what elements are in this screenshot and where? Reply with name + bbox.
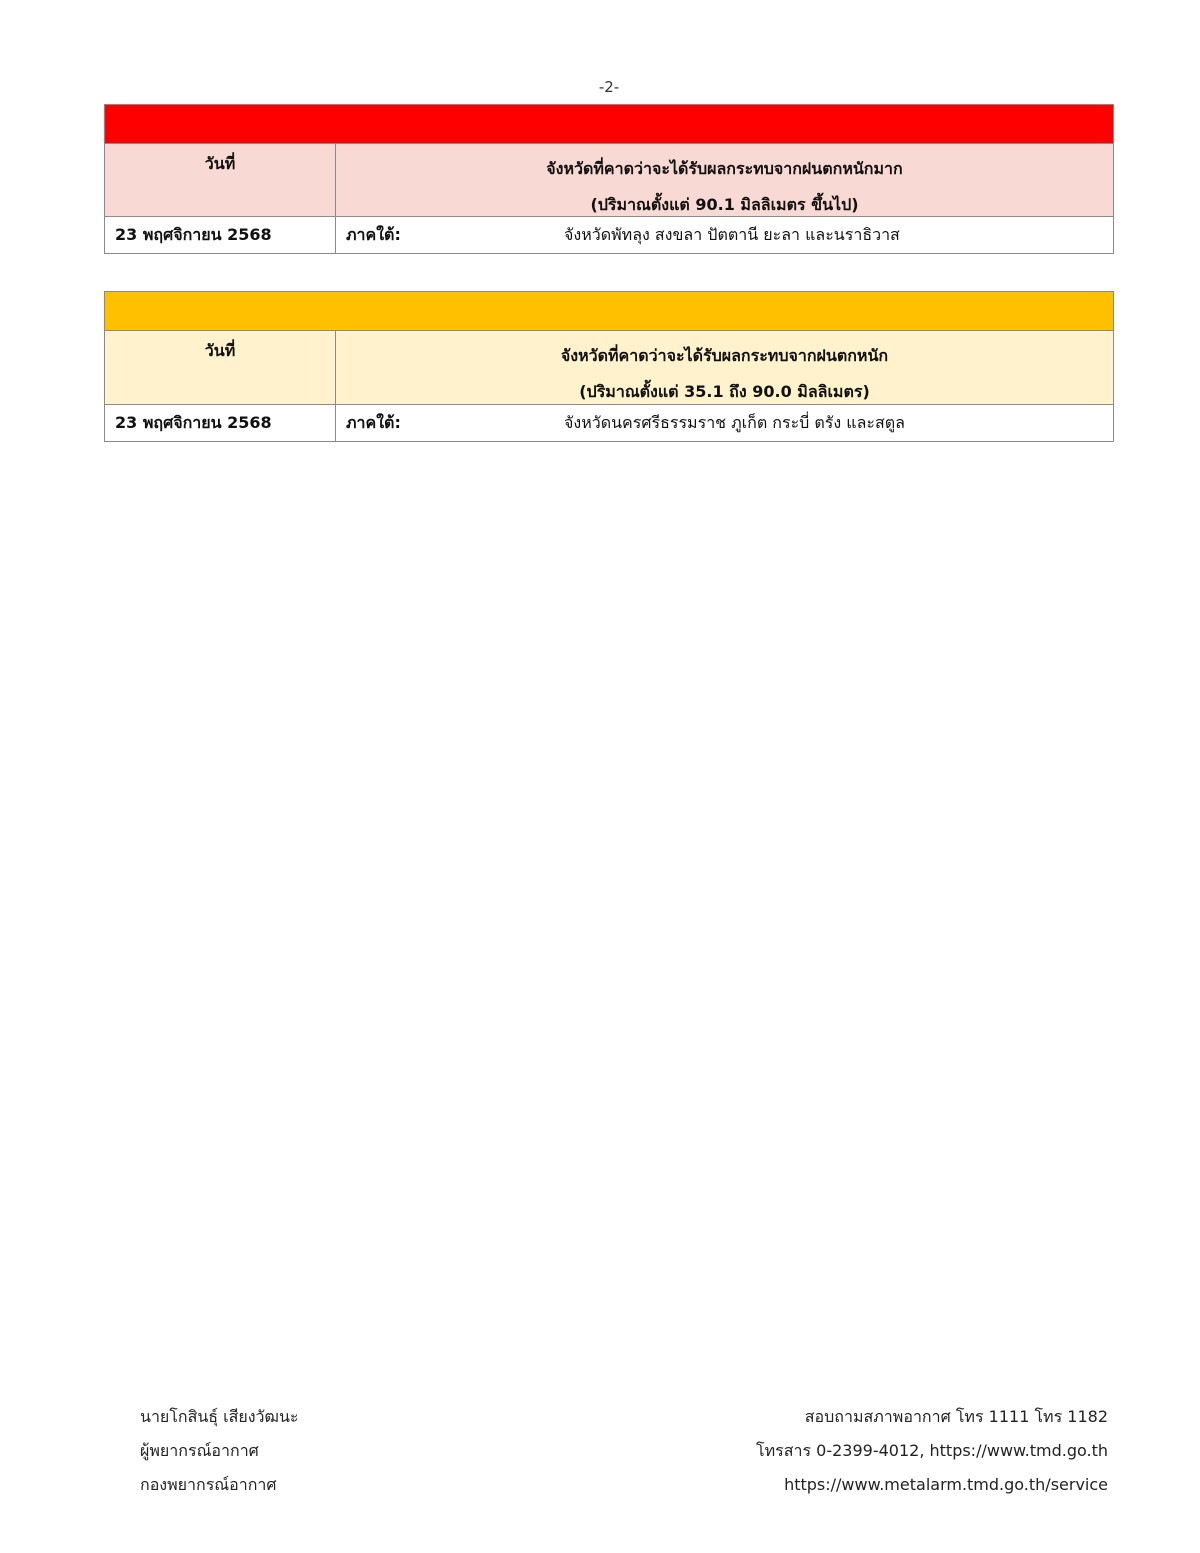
header-subtitle: (ปริมาณตั้งแต่ 35.1 ถึง 90.0 มิลลิเมตร) (579, 382, 870, 401)
heavy-rain-table (104, 291, 1114, 442)
orange-warning-band (105, 292, 1113, 331)
contact-phone: สอบถามสภาพอากาศ โทร 1111 โทร 1182 (804, 1407, 1108, 1426)
row-provinces: จังหวัดนครศรีธรรมราช ภูเก็ต กระบี่ ตรัง และสตูล (564, 412, 905, 432)
header-subtitle: (ปริมาณตั้งแต่ 90.1 มิลลิเมตร ขึ้นไป) (590, 195, 859, 214)
forecaster-division: กองพยากรณ์อากาศ (140, 1475, 277, 1494)
row-region: ภาคใต้: (346, 224, 401, 244)
header-date: วันที่ (105, 144, 336, 216)
row-date: 23 พฤศจิกายน 2568 (105, 217, 336, 253)
contact-fax: โทรสาร 0-2399-4012, https://www.tmd.go.th (756, 1441, 1108, 1460)
row-content (336, 405, 1113, 441)
row-date: 23 พฤศจิกายน 2568 (105, 405, 336, 441)
footer-contact (756, 1400, 1108, 1502)
service-link[interactable]: https://www.metalarm.tmd.go.th/service (784, 1475, 1108, 1494)
table-header-row (105, 331, 1113, 405)
header-date: วันที่ (105, 331, 336, 404)
forecaster-name: นายโกสินธุ์ เสียงวัฒนะ (140, 1407, 299, 1426)
footer-signature (140, 1400, 299, 1502)
table-row (105, 217, 1113, 253)
header-title: จังหวัดที่คาดว่าจะได้รับผลกระทบจากฝนตกหนัก (560, 346, 889, 365)
red-warning-band (105, 105, 1113, 144)
table-row (105, 405, 1113, 441)
very-heavy-rain-table (104, 104, 1114, 254)
page-number: -2- (598, 78, 620, 96)
row-content (336, 217, 1113, 253)
header-title-cell (336, 331, 1113, 404)
row-region: ภาคใต้: (346, 412, 401, 432)
row-provinces: จังหวัดพัทลุง สงขลา ปัตตานี ยะลา และนราธิวาส (564, 224, 900, 244)
forecaster-position: ผู้พยากรณ์อากาศ (140, 1441, 259, 1460)
header-title-cell (336, 144, 1113, 216)
header-title: จังหวัดที่คาดว่าจะได้รับผลกระทบจากฝนตกหนักมาก (546, 159, 903, 178)
table-header-row (105, 144, 1113, 217)
